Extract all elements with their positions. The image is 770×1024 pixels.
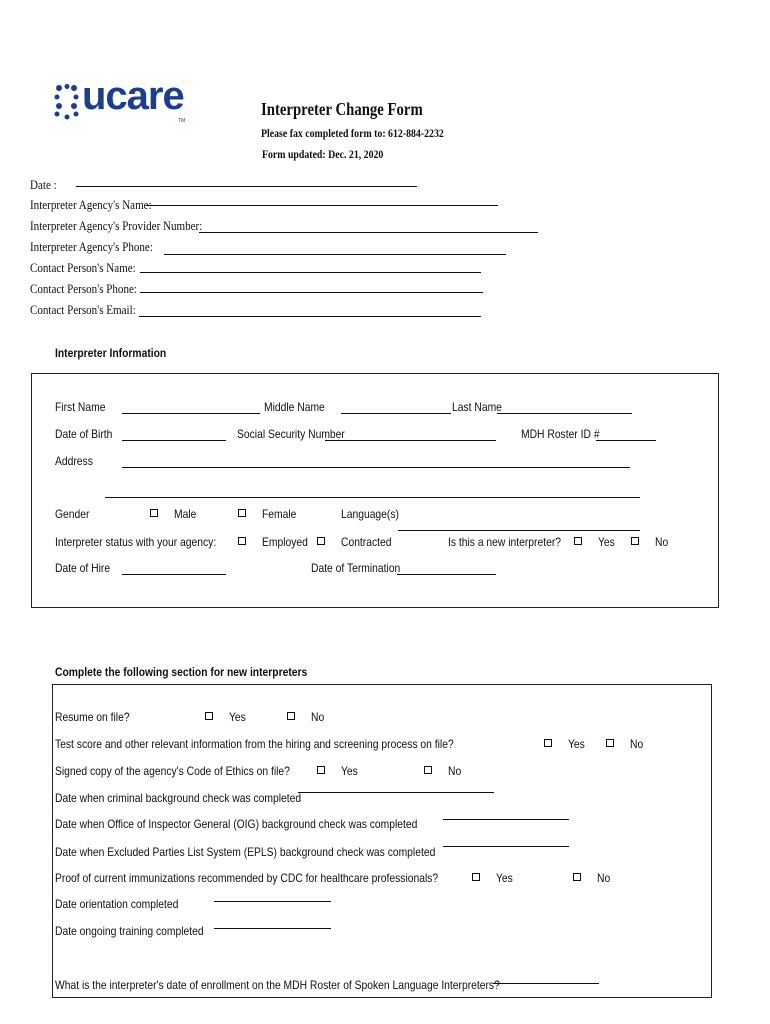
hire-date-label: Date of Hire (55, 561, 111, 575)
ethics-no-checkbox[interactable] (424, 766, 432, 774)
resume-yes-label: Yes (229, 710, 246, 724)
agency-phone-field[interactable] (164, 254, 506, 255)
languages-label: Language(s) (341, 507, 399, 521)
resume-yes-checkbox[interactable] (205, 712, 213, 720)
immunizations-no-checkbox[interactable] (573, 873, 581, 881)
ethics-question: Signed copy of the agency's Code of Ethics on file? (55, 764, 290, 778)
contact-email-field[interactable] (139, 316, 481, 317)
epls-check-label: Date when Excluded Parties List System (EPLS) background check was completed (55, 845, 436, 859)
female-checkbox[interactable] (238, 509, 246, 517)
immunizations-no-label: No (597, 871, 611, 885)
logo-trademark: TM (178, 118, 186, 124)
orientation-label: Date orientation completed (55, 897, 179, 911)
test-score-no-label: No (630, 737, 644, 751)
ethics-no-label: No (448, 764, 462, 778)
new-no-checkbox[interactable] (631, 537, 639, 545)
mdh-roster-field[interactable] (596, 440, 656, 441)
male-checkbox[interactable] (150, 509, 158, 517)
contact-phone-field[interactable] (140, 292, 483, 293)
ucare-logo-icon (54, 84, 80, 122)
form-title: Interpreter Change Form (261, 99, 423, 119)
new-yes-checkbox[interactable] (574, 537, 582, 545)
status-label: Interpreter status with your agency: (55, 535, 217, 549)
ethics-yes-label: Yes (341, 764, 358, 778)
form-updated: Form updated: Dec. 21, 2020 (262, 147, 384, 161)
last-name-field[interactable] (497, 413, 632, 414)
address-label: Address (55, 454, 93, 468)
provider-number-label: Interpreter Agency's Provider Number: (30, 218, 203, 233)
oig-check-label: Date when Office of Inspector General (OIG) background check was completed (55, 817, 418, 831)
middle-name-field[interactable] (341, 413, 451, 414)
resume-no-checkbox[interactable] (287, 712, 295, 720)
termination-date-field[interactable] (397, 574, 496, 575)
employed-label: Employed (262, 535, 308, 549)
dob-field[interactable] (122, 440, 226, 441)
resume-no-label: No (311, 710, 325, 724)
new-interpreter-box (52, 684, 712, 998)
training-field[interactable] (214, 928, 331, 929)
last-name-label: Last Name (452, 400, 502, 414)
interpreter-section-title: Interpreter Information (55, 346, 167, 360)
ssn-label: Social Security Number (237, 427, 345, 441)
mdh-roster-label: MDH Roster ID # (521, 427, 600, 441)
fax-instruction: Please fax completed form to: 612-884-2232 (261, 126, 444, 140)
male-label: Male (174, 507, 197, 521)
contracted-checkbox[interactable] (317, 537, 325, 545)
dob-label: Date of Birth (55, 427, 113, 441)
ucare-logo (54, 74, 189, 126)
orientation-field[interactable] (214, 901, 331, 902)
enrollment-field[interactable] (493, 983, 599, 984)
contact-phone-label: Contact Person's Phone: (30, 281, 137, 296)
new-yes-label: Yes (598, 535, 615, 549)
termination-date-label: Date of Termination (311, 561, 401, 575)
first-name-field[interactable] (122, 413, 260, 414)
contact-name-field[interactable] (140, 272, 481, 273)
test-score-yes-checkbox[interactable] (544, 739, 552, 747)
provider-number-field[interactable] (199, 232, 538, 233)
test-score-question: Test score and other relevant information from the hiring and screening process on file? (55, 737, 454, 751)
contact-email-label: Contact Person's Email: (30, 302, 136, 317)
agency-name-label: Interpreter Agency's Name: (30, 197, 152, 212)
oig-check-field[interactable] (443, 819, 569, 820)
criminal-check-label: Date when criminal background check was completed (55, 791, 302, 805)
contracted-label: Contracted (341, 535, 392, 549)
ssn-field[interactable] (325, 440, 496, 441)
test-score-no-checkbox[interactable] (606, 739, 614, 747)
date-label: Date : (30, 177, 57, 192)
logo-wordmark: ucare (82, 74, 184, 118)
agency-phone-label: Interpreter Agency's Phone: (30, 239, 153, 254)
employed-checkbox[interactable] (238, 537, 246, 545)
languages-field[interactable] (398, 530, 640, 531)
resume-question: Resume on file? (55, 710, 130, 724)
ethics-yes-checkbox[interactable] (317, 766, 325, 774)
immunizations-yes-checkbox[interactable] (472, 873, 480, 881)
new-interpreter-question: Is this a new interpreter? (448, 535, 562, 549)
address-field-line1[interactable] (122, 467, 630, 468)
new-no-label: No (655, 535, 669, 549)
address-field-line2[interactable] (105, 497, 640, 498)
date-field[interactable] (76, 186, 417, 187)
test-score-yes-label: Yes (568, 737, 585, 751)
agency-name-field[interactable] (146, 205, 498, 206)
contact-name-label: Contact Person's Name: (30, 260, 136, 275)
immunizations-question: Proof of current immunizations recommended by CDC for healthcare professionals? (55, 871, 439, 885)
epls-check-field[interactable] (443, 846, 569, 847)
immunizations-yes-label: Yes (496, 871, 513, 885)
first-name-label: First Name (55, 400, 106, 414)
female-label: Female (262, 507, 297, 521)
new-section-title: Complete the following section for new interpreters (55, 665, 308, 679)
criminal-check-field[interactable] (298, 792, 494, 793)
enrollment-question: What is the interpreter's date of enrollment on the MDH Roster of Spoken Language Interpreters? (55, 978, 500, 992)
gender-label: Gender (55, 507, 90, 521)
training-label: Date ongoing training completed (55, 924, 204, 938)
hire-date-field[interactable] (122, 574, 226, 575)
middle-name-label: Middle Name (264, 400, 325, 414)
